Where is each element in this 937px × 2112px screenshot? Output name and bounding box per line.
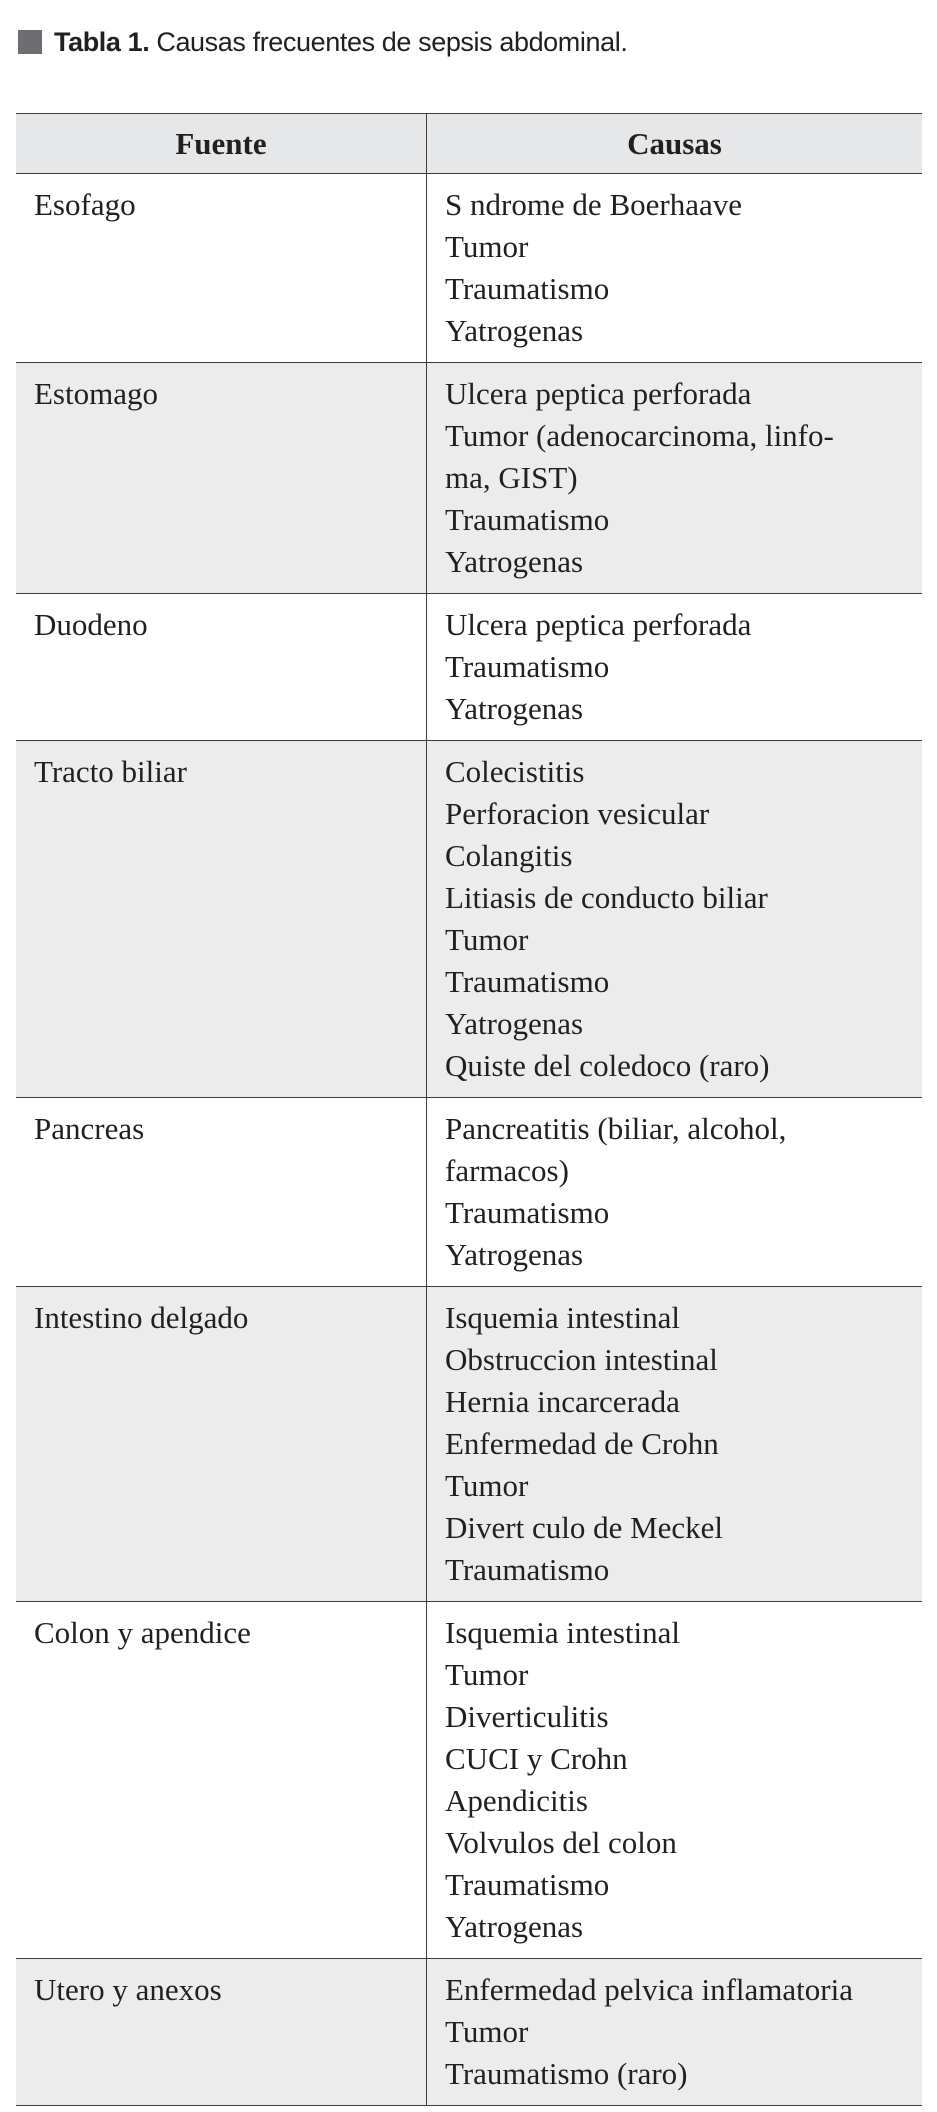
cause-item: Tumor (adenocarcinoma, linfo-	[445, 418, 834, 453]
cause-item: Traumatismo	[445, 649, 610, 684]
source-cell: Colon y apendice	[16, 1602, 427, 1959]
cause-item: Yatrogenas	[445, 313, 584, 348]
cause-item: Quiste del coledoco (raro)	[445, 1048, 770, 1083]
table-row	[16, 1287, 922, 1602]
caption-square-icon	[18, 30, 42, 54]
causes-cell	[427, 363, 923, 594]
cause-item: Isquemia intestinal	[445, 1300, 681, 1335]
table-row	[16, 1098, 922, 1287]
cause-item: Ulcera peptica perforada	[445, 607, 752, 642]
cause-item: Obstruccion intestinal	[445, 1342, 718, 1377]
source-cell: Utero y anexos	[16, 1959, 427, 2106]
cause-item: Litiasis de conducto biliar	[445, 880, 768, 915]
cause-item: Traumatismo	[445, 1552, 610, 1587]
causes-cell	[427, 1098, 923, 1287]
cause-item: CUCI y Crohn	[445, 1741, 628, 1776]
table-row	[16, 741, 922, 1098]
cause-item: Traumatismo	[445, 964, 610, 999]
header-causes: Causas	[427, 114, 923, 174]
cause-item: Tumor	[445, 922, 529, 957]
cause-item: Traumatismo	[445, 1195, 610, 1230]
source-cell: Pancreas	[16, 1098, 427, 1287]
cause-item: Tumor	[445, 229, 529, 264]
table-row	[16, 363, 922, 594]
cause-item: Diverticulitis	[445, 1699, 609, 1734]
source-cell: Estomago	[16, 363, 427, 594]
cause-item: Yatrogenas	[445, 691, 584, 726]
table-caption	[18, 26, 627, 58]
cause-item: Colangitis	[445, 838, 573, 873]
cause-item: Pancreatitis (biliar, alcohol,	[445, 1111, 787, 1146]
causes-cell	[427, 594, 923, 741]
cause-item: Enfermedad de Crohn	[445, 1426, 719, 1461]
causes-cell	[427, 1287, 923, 1602]
cause-item: Traumatismo	[445, 502, 610, 537]
cause-item: Divert culo de Meckel	[445, 1510, 724, 1545]
table-row	[16, 594, 922, 741]
cause-item: Traumatismo	[445, 1867, 610, 1902]
cause-item: Tumor	[445, 1657, 529, 1692]
cause-item: Colecistitis	[445, 754, 585, 789]
cause-item: Yatrogenas	[445, 1006, 584, 1041]
table-row	[16, 1959, 922, 2106]
table-header-row	[16, 114, 922, 174]
cause-item: Enfermedad pelvica inflamatoria	[445, 1972, 853, 2007]
header-source: Fuente	[16, 114, 427, 174]
cause-item: Volvulos del colon	[445, 1825, 677, 1860]
causes-cell	[427, 741, 923, 1098]
cause-item: Tumor	[445, 2014, 529, 2049]
source-cell: Duodeno	[16, 594, 427, 741]
table-row	[16, 1602, 922, 1959]
cause-item: farmacos)	[445, 1153, 569, 1188]
table-body	[16, 174, 922, 2106]
table-row	[16, 174, 922, 363]
cause-item: Tumor	[445, 1468, 529, 1503]
cause-item: Yatrogenas	[445, 544, 584, 579]
cause-item: Yatrogenas	[445, 1909, 584, 1944]
causes-table	[16, 113, 922, 2106]
causes-cell	[427, 1959, 923, 2106]
caption-label: Tabla 1.	[54, 26, 150, 57]
causes-cell	[427, 174, 923, 363]
source-cell: Esofago	[16, 174, 427, 363]
cause-item: Ulcera peptica perforada	[445, 376, 752, 411]
cause-item: Yatrogenas	[445, 1237, 584, 1272]
cause-item: Apendicitis	[445, 1783, 588, 1818]
cause-item: Traumatismo	[445, 271, 610, 306]
cause-item: ma, GIST)	[445, 460, 578, 495]
cause-item: Traumatismo (raro)	[445, 2056, 688, 2091]
caption-text: Causas frecuentes de sepsis abdominal.	[156, 26, 628, 57]
cause-item: Isquemia intestinal	[445, 1615, 681, 1650]
source-cell: Intestino delgado	[16, 1287, 427, 1602]
source-cell: Tracto biliar	[16, 741, 427, 1098]
cause-item: Perforacion vesicular	[445, 796, 710, 831]
cause-item: Hernia incarcerada	[445, 1384, 680, 1419]
cause-item: S ndrome de Boerhaave	[445, 187, 742, 222]
causes-cell	[427, 1602, 923, 1959]
